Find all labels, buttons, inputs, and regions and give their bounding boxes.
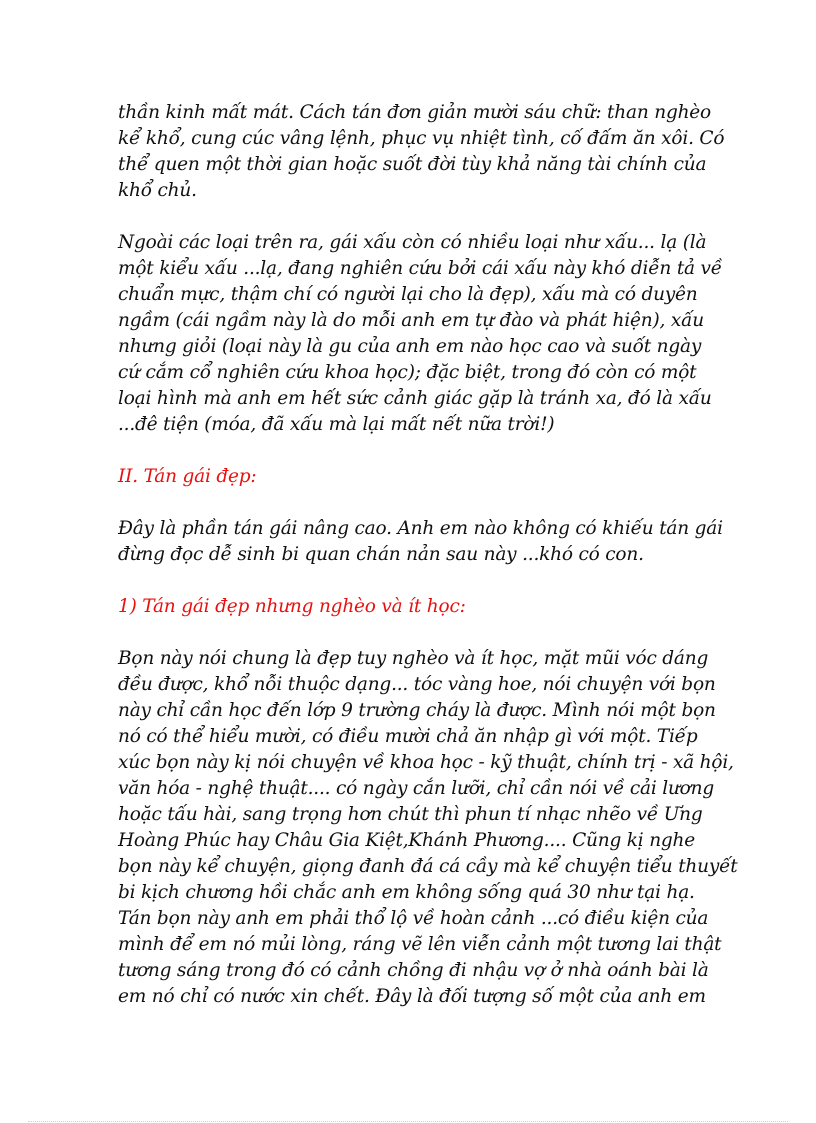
paragraph-3: [118, 516, 723, 568]
text-line: thể quen một thời gian hoặc suốt đời tùy khả năng tài chính của: [118, 154, 707, 175]
text-line: tương sáng trong đó có cảnh chồng đi nhậu vợ ở nhà oánh bài là: [118, 960, 709, 981]
document-body: [118, 100, 738, 1036]
paragraph-4: [118, 646, 738, 1010]
text-line: ...đê tiện (móa, đã xấu mà lại mất nết nữa trời!): [118, 414, 555, 435]
text-line: thần kinh mất mát. Cách tán đơn giản mười sáu chữ: than nghèo: [118, 102, 711, 123]
heading-text: 1) Tán gái đẹp nhưng nghèo và ít học:: [118, 596, 466, 617]
text-line: xúc bọn này kị nói chuyện về khoa học - kỹ thuật, chính trị - xã hội,: [118, 752, 734, 773]
page-bottom-divider: [28, 1121, 788, 1122]
text-line: nhưng giỏi (loại này là gu của anh em nào học cao và suốt ngày: [118, 336, 702, 357]
text-line: văn hóa - nghệ thuật.... có ngày cắn lưỡi, chỉ cần nói về cải lương: [118, 778, 714, 799]
text-line: kể khổ, cung cúc vâng lệnh, phục vụ nhiệt tình, cố đấm ăn xôi. Có: [118, 128, 725, 149]
text-line: loại hình mà anh em hết sức cảnh giác gặp là tránh xa, đó là xấu: [118, 388, 712, 409]
text-line: một kiểu xấu ...lạ, đang nghiên cứu bởi cái xấu này khó diễn tả về: [118, 258, 722, 279]
text-line: chuẩn mực, thậm chí có người lại cho là đẹp), xấu mà có duyên: [118, 284, 698, 305]
text-line: đừng đọc dễ sinh bi quan chán nản sau này ...khó có con.: [118, 544, 644, 565]
text-line: ngầm (cái ngầm này là do mỗi anh em tự đào và phát hiện), xấu: [118, 310, 704, 331]
section-heading-tan-gai-dep: [118, 464, 704, 490]
text-line: đều được, khổ nỗi thuộc dạng... tóc vàng hoe, nói chuyện với bọn: [118, 674, 716, 695]
subsection-heading-1: [118, 594, 704, 620]
text-line: Ngoài các loại trên ra, gái xấu còn có nhiều loại như xấu... lạ (là: [118, 232, 707, 253]
text-line: Hoàng Phúc hay Châu Gia Kiệt,Khánh Phương.... Cũng kị nghe: [118, 830, 696, 851]
paragraph-2: [118, 230, 722, 438]
text-line: khổ chủ.: [118, 180, 197, 201]
text-line: này chỉ cần học đến lớp 9 trường cháy là được. Mình nói một bọn: [118, 700, 716, 721]
text-line: em nó chỉ có nước xin chết. Đây là đối tượng số một của anh em: [118, 986, 706, 1007]
heading-text: II. Tán gái đẹp:: [118, 466, 257, 487]
text-line: Đây là phần tán gái nâng cao. Anh em nào không có khiếu tán gái: [118, 518, 723, 539]
paragraph-1: [118, 100, 725, 204]
text-line: bọn này kể chuyện, giọng đanh đá cá cầy mà kể chuyện tiểu thuyết: [118, 856, 738, 877]
text-line: nó có thể hiểu mười, có điều mười chả ăn nhập gì với một. Tiếp: [118, 726, 698, 747]
text-line: hoặc tấu hài, sang trọng hơn chút thì phun tí nhạc nhẽo về Ưng: [118, 804, 703, 825]
text-line: bi kịch chương hồi chắc anh em không sống quá 30 như tại hạ.: [118, 882, 695, 903]
text-line: Tán bọn này anh em phải thổ lộ về hoàn cảnh ...có điều kiện của: [118, 908, 709, 929]
text-line: cứ cắm cổ nghiên cứu khoa học); đặc biệt, trong đó còn có một: [118, 362, 697, 383]
text-line: Bọn này nói chung là đẹp tuy nghèo và ít học, mặt mũi vóc dáng: [118, 648, 709, 669]
text-line: mình để em nó mủi lòng, ráng vẽ lên viễn cảnh một tương lai thật: [118, 934, 722, 955]
